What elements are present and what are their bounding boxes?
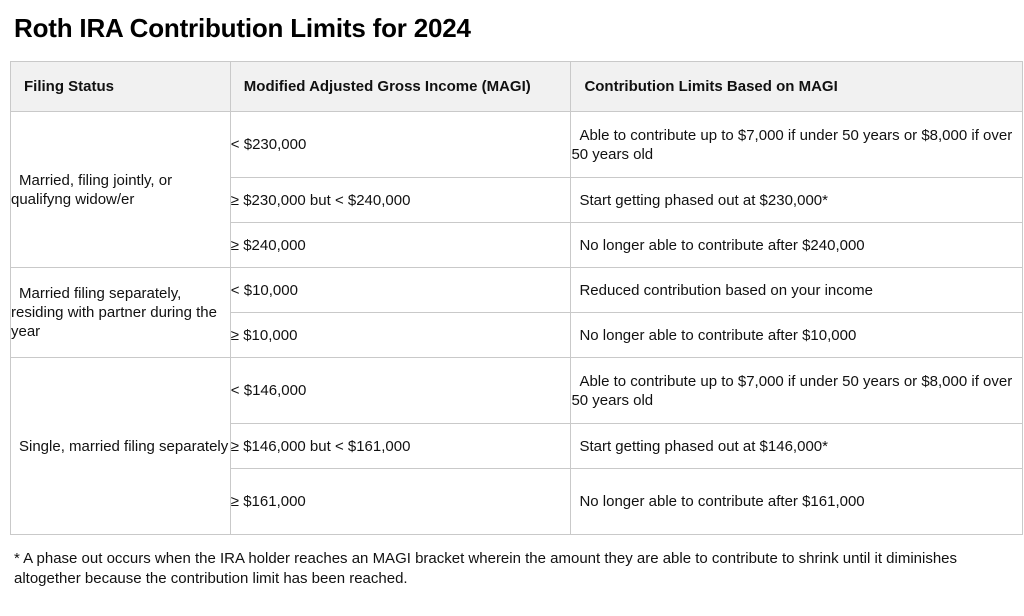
limit-cell bbox=[571, 112, 1023, 178]
limit-text: No longer able to contribute after $10,000 bbox=[579, 326, 857, 344]
limit-text: No longer able to contribute after $240,000 bbox=[579, 236, 865, 254]
table-header-row bbox=[11, 62, 1023, 112]
filing-status-text: Single, married filing separately bbox=[19, 437, 229, 455]
limit-text: No longer able to contribute after $161,000 bbox=[579, 493, 865, 510]
limit-text: Start getting phased out at $146,000* bbox=[579, 437, 828, 455]
filing-status-text: Married filing separately, residing with partner during the year bbox=[11, 285, 217, 340]
table-row bbox=[11, 112, 1023, 178]
header-filing-status: Filing Status bbox=[11, 62, 231, 112]
limit-cell bbox=[571, 424, 1023, 469]
limit-cell bbox=[571, 223, 1023, 268]
limit-cell bbox=[571, 313, 1023, 358]
filing-status-text: Married, filing jointly, or qualifyng widow/er bbox=[11, 171, 173, 208]
magi-cell: < $10,000 bbox=[230, 268, 571, 313]
header-contribution-limits: Contribution Limits Based on MAGI bbox=[571, 62, 1023, 112]
magi-cell: < $146,000 bbox=[230, 358, 571, 424]
filing-status-cell bbox=[11, 268, 231, 358]
filing-status-cell bbox=[11, 358, 231, 535]
table-row bbox=[11, 358, 1023, 424]
magi-cell: ≥ $230,000 but < $240,000 bbox=[230, 178, 571, 223]
magi-cell: ≥ $161,000 bbox=[230, 469, 571, 535]
limit-text: Start getting phased out at $230,000* bbox=[579, 191, 828, 209]
limit-cell bbox=[571, 358, 1023, 424]
limit-text: Reduced contribution based on your income bbox=[579, 281, 873, 299]
magi-cell: ≥ $146,000 but < $161,000 bbox=[230, 424, 571, 469]
table-row bbox=[11, 268, 1023, 313]
header-magi: Modified Adjusted Gross Income (MAGI) bbox=[230, 62, 571, 112]
magi-cell: ≥ $10,000 bbox=[230, 313, 571, 358]
filing-status-cell bbox=[11, 112, 231, 268]
page-title: Roth IRA Contribution Limits for 2024 bbox=[14, 13, 471, 43]
limit-text: Able to contribute up to $7,000 if under 50 years or $8,000 if over 50 years old bbox=[571, 372, 1013, 409]
limit-cell bbox=[571, 469, 1023, 535]
limit-cell bbox=[571, 178, 1023, 223]
contribution-limits-table bbox=[10, 61, 1023, 535]
limit-text: Able to contribute up to $7,000 if under 50 years or $8,000 if over 50 years old bbox=[571, 126, 1013, 163]
magi-cell: < $230,000 bbox=[230, 112, 571, 178]
magi-cell: ≥ $240,000 bbox=[230, 223, 571, 268]
footnote: * A phase out occurs when the IRA holder reaches an MAGI bracket wherein the amount they are able to contribute to shrink until it diminishes altogether because the contribution limit has been reached. bbox=[14, 550, 958, 587]
limit-cell bbox=[571, 268, 1023, 313]
